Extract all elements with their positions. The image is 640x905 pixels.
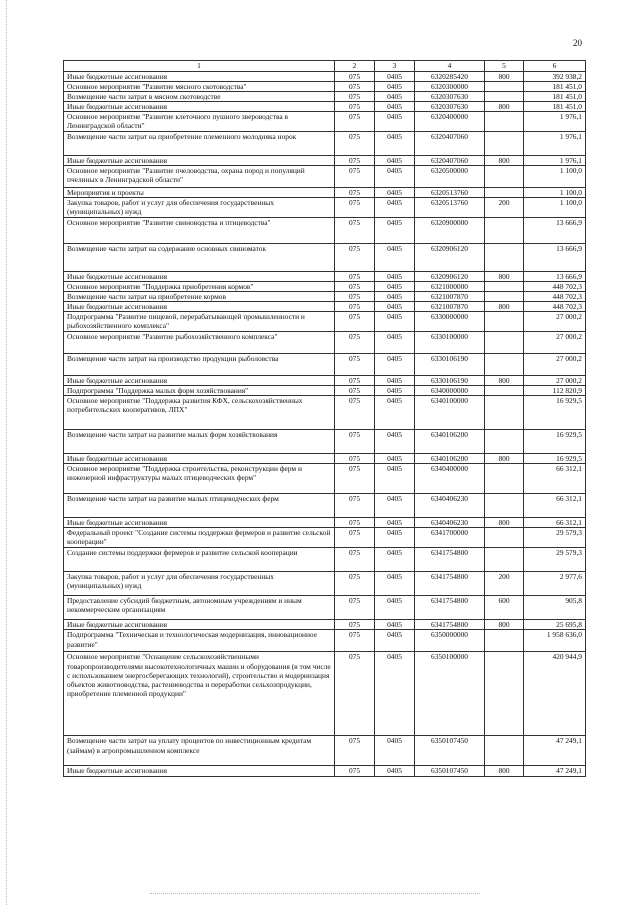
cell-name: Иные бюджетные ассигнования bbox=[64, 156, 335, 166]
cell-c2: 075 bbox=[335, 188, 375, 198]
cell-c6: 420 944,9 bbox=[524, 652, 586, 736]
cell-c6: 112 820,9 bbox=[524, 386, 586, 396]
cell-c2: 075 bbox=[335, 92, 375, 102]
cell-c3: 0405 bbox=[375, 494, 415, 518]
cell-c5 bbox=[485, 112, 524, 132]
cell-c5: 800 bbox=[485, 302, 524, 312]
table-row bbox=[64, 518, 586, 528]
cell-c4: 6341754800 bbox=[415, 572, 485, 596]
table-row bbox=[64, 272, 586, 282]
cell-name: Иные бюджетные ассигнования bbox=[64, 102, 335, 112]
cell-c5 bbox=[485, 92, 524, 102]
cell-c4: 6320407060 bbox=[415, 156, 485, 166]
cell-c3: 0405 bbox=[375, 92, 415, 102]
cell-c4: 6330100000 bbox=[415, 332, 485, 354]
cell-c5 bbox=[485, 188, 524, 198]
cell-c6: 27 000,2 bbox=[524, 332, 586, 354]
table-row bbox=[64, 282, 586, 292]
table-row bbox=[64, 218, 586, 244]
cell-c3: 0405 bbox=[375, 312, 415, 332]
cell-c3: 0405 bbox=[375, 72, 415, 82]
cell-c2: 075 bbox=[335, 454, 375, 464]
table-row bbox=[64, 396, 586, 430]
cell-name: Возмещение части затрат на приобретение племенного молодняка норок bbox=[64, 132, 335, 156]
cell-c6: 25 695,8 bbox=[524, 620, 586, 630]
table-row bbox=[64, 312, 586, 332]
cell-c5 bbox=[485, 464, 524, 494]
cell-c3: 0405 bbox=[375, 112, 415, 132]
cell-c3: 0405 bbox=[375, 198, 415, 218]
cell-c6: 16 929,5 bbox=[524, 454, 586, 464]
table-row bbox=[64, 430, 586, 454]
table-row bbox=[64, 292, 586, 302]
scan-footer-line bbox=[150, 893, 480, 895]
cell-c2: 075 bbox=[335, 354, 375, 376]
cell-c5 bbox=[485, 244, 524, 272]
cell-c2: 075 bbox=[335, 244, 375, 272]
cell-c4: 6320285420 bbox=[415, 72, 485, 82]
cell-name: Создание системы поддержки фермеров и развитие сельской кооперации bbox=[64, 548, 335, 572]
cell-c5: 800 bbox=[485, 454, 524, 464]
table-row bbox=[64, 454, 586, 464]
cell-c2: 075 bbox=[335, 596, 375, 620]
cell-c5 bbox=[485, 386, 524, 396]
cell-name: Иные бюджетные ассигнования bbox=[64, 272, 335, 282]
cell-c3: 0405 bbox=[375, 354, 415, 376]
cell-c4: 6340400000 bbox=[415, 464, 485, 494]
cell-c3: 0405 bbox=[375, 430, 415, 454]
cell-c5: 800 bbox=[485, 272, 524, 282]
cell-c3: 0405 bbox=[375, 332, 415, 354]
cell-name: Иные бюджетные ассигнования bbox=[64, 376, 335, 386]
table-header-row bbox=[64, 61, 586, 72]
cell-c6: 27 000,2 bbox=[524, 376, 586, 386]
cell-c3: 0405 bbox=[375, 454, 415, 464]
cell-c4: 6340406230 bbox=[415, 518, 485, 528]
cell-c2: 075 bbox=[335, 548, 375, 572]
cell-name: Возмещение части затрат на производство продукции рыболовства bbox=[64, 354, 335, 376]
cell-c2: 075 bbox=[335, 82, 375, 92]
cell-c3: 0405 bbox=[375, 396, 415, 430]
cell-c2: 075 bbox=[335, 518, 375, 528]
cell-c6: 16 929,5 bbox=[524, 430, 586, 454]
cell-c6: 905,8 bbox=[524, 596, 586, 620]
table-row bbox=[64, 92, 586, 102]
cell-c6: 66 312,1 bbox=[524, 464, 586, 494]
cell-c5 bbox=[485, 354, 524, 376]
cell-c5: 800 bbox=[485, 766, 524, 776]
cell-c6: 47 249,1 bbox=[524, 766, 586, 776]
cell-name: Мероприятия и проекты bbox=[64, 188, 335, 198]
cell-c2: 075 bbox=[335, 620, 375, 630]
cell-c4: 6330000000 bbox=[415, 312, 485, 332]
cell-c4: 6320513760 bbox=[415, 198, 485, 218]
table-row bbox=[64, 332, 586, 354]
table-row bbox=[64, 596, 586, 620]
cell-c4: 6320906120 bbox=[415, 244, 485, 272]
cell-c6: 448 702,3 bbox=[524, 282, 586, 292]
cell-c6: 13 666,9 bbox=[524, 272, 586, 282]
cell-c2: 075 bbox=[335, 132, 375, 156]
cell-c5: 800 bbox=[485, 376, 524, 386]
cell-c5 bbox=[485, 630, 524, 652]
cell-name: Возмещение части затрат на развитие малых птицеводческих ферм bbox=[64, 494, 335, 518]
cell-c3: 0405 bbox=[375, 156, 415, 166]
cell-c4: 6320500000 bbox=[415, 166, 485, 188]
cell-name: Подпрограмма "Техническая и технологическая модернизация, инновационное развитие" bbox=[64, 630, 335, 652]
cell-c6: 1 976,1 bbox=[524, 112, 586, 132]
cell-c4: 6320900000 bbox=[415, 218, 485, 244]
cell-name: Возмещение части затрат на уплату процентов по инвестиционным кредитам (займам) в агропромышленном комплексе bbox=[64, 736, 335, 766]
cell-c5 bbox=[485, 332, 524, 354]
table-row bbox=[64, 102, 586, 112]
cell-c4: 6321007870 bbox=[415, 292, 485, 302]
cell-c6: 2 977,6 bbox=[524, 572, 586, 596]
cell-c4: 6350100000 bbox=[415, 652, 485, 736]
cell-c6: 27 000,2 bbox=[524, 354, 586, 376]
table-body bbox=[64, 72, 586, 777]
cell-name: Возмещение части затрат на содержание основных свиноматок bbox=[64, 244, 335, 272]
header-cell: 2 bbox=[335, 61, 375, 72]
table-row bbox=[64, 572, 586, 596]
cell-c2: 075 bbox=[335, 736, 375, 766]
cell-c5: 200 bbox=[485, 572, 524, 596]
cell-c4: 6330106190 bbox=[415, 376, 485, 386]
cell-c2: 075 bbox=[335, 332, 375, 354]
cell-c3: 0405 bbox=[375, 386, 415, 396]
cell-name: Закупка товаров, работ и услуг для обеспечения государственных (муниципальных) нужд bbox=[64, 198, 335, 218]
cell-c6: 392 938,2 bbox=[524, 72, 586, 82]
cell-name: Основное мероприятие "Развитие мясного скотоводства" bbox=[64, 82, 335, 92]
cell-c5 bbox=[485, 528, 524, 548]
cell-c5 bbox=[485, 82, 524, 92]
cell-c6: 448 702,3 bbox=[524, 302, 586, 312]
header-cell: 5 bbox=[485, 61, 524, 72]
cell-c3: 0405 bbox=[375, 736, 415, 766]
table-row bbox=[64, 620, 586, 630]
cell-c4: 6340000000 bbox=[415, 386, 485, 396]
cell-name: Предоставление субсидий бюджетным, автономным учреждениям и иным некоммерческим организациям bbox=[64, 596, 335, 620]
table-row bbox=[64, 188, 586, 198]
cell-name: Основное мероприятие "Развитие пчеловодства, охрана пород и популяций пчелиных в Ленинградской области" bbox=[64, 166, 335, 188]
cell-c4: 6350000000 bbox=[415, 630, 485, 652]
cell-c3: 0405 bbox=[375, 166, 415, 188]
cell-c4: 6340106200 bbox=[415, 454, 485, 464]
cell-c5: 800 bbox=[485, 102, 524, 112]
cell-c6: 1 976,1 bbox=[524, 156, 586, 166]
cell-c2: 075 bbox=[335, 272, 375, 282]
cell-c6: 448 702,3 bbox=[524, 292, 586, 302]
table-row bbox=[64, 198, 586, 218]
cell-c4: 6320906120 bbox=[415, 272, 485, 282]
cell-c3: 0405 bbox=[375, 244, 415, 272]
cell-name: Основное мероприятие "Развитие рыбохозяйственного комплекса" bbox=[64, 332, 335, 354]
cell-c6: 13 666,9 bbox=[524, 218, 586, 244]
cell-c5 bbox=[485, 396, 524, 430]
cell-c2: 075 bbox=[335, 198, 375, 218]
cell-c2: 075 bbox=[335, 102, 375, 112]
cell-c6: 13 666,9 bbox=[524, 244, 586, 272]
cell-c2: 075 bbox=[335, 630, 375, 652]
cell-c5: 600 bbox=[485, 596, 524, 620]
cell-c6: 1 100,0 bbox=[524, 198, 586, 218]
table-row bbox=[64, 494, 586, 518]
cell-name: Иные бюджетные ассигнования bbox=[64, 72, 335, 82]
table-row bbox=[64, 354, 586, 376]
cell-c4: 6341700000 bbox=[415, 528, 485, 548]
cell-c3: 0405 bbox=[375, 528, 415, 548]
table-row bbox=[64, 766, 586, 776]
cell-c2: 075 bbox=[335, 572, 375, 596]
table-row bbox=[64, 112, 586, 132]
table-row bbox=[64, 132, 586, 156]
table-row bbox=[64, 736, 586, 766]
cell-c4: 6350107450 bbox=[415, 736, 485, 766]
table-row bbox=[64, 244, 586, 272]
cell-c6: 29 579,3 bbox=[524, 548, 586, 572]
cell-name: Основное мероприятие "Оснащение сельскохозяйственными товаропроизводителями высокотехнологичных машин и оборудования (в том числе с использованием энергосберегающих технологий), строительство и модернизация объектов животноводства, растениеводства и переработки сельхозпродукции, приобретение племенной продукции" bbox=[64, 652, 335, 736]
cell-c4: 6321007870 bbox=[415, 302, 485, 312]
cell-c6: 181 451,0 bbox=[524, 92, 586, 102]
cell-c3: 0405 bbox=[375, 620, 415, 630]
cell-c3: 0405 bbox=[375, 596, 415, 620]
cell-c4: 6320513760 bbox=[415, 188, 485, 198]
cell-c2: 075 bbox=[335, 292, 375, 302]
table-row bbox=[64, 376, 586, 386]
cell-c4: 6341754800 bbox=[415, 620, 485, 630]
cell-c4: 6340106200 bbox=[415, 430, 485, 454]
cell-c2: 075 bbox=[335, 112, 375, 132]
cell-c2: 075 bbox=[335, 218, 375, 244]
cell-name: Подпрограмма "Поддержка малых форм хозяйствования" bbox=[64, 386, 335, 396]
cell-name: Иные бюджетные ассигнования bbox=[64, 518, 335, 528]
budget-table bbox=[63, 60, 586, 777]
cell-c2: 075 bbox=[335, 766, 375, 776]
cell-name: Возмещение части затрат на развитие малых форм хозяйствования bbox=[64, 430, 335, 454]
cell-name: Возмещение части затрат в мясном скотоводстве bbox=[64, 92, 335, 102]
cell-c3: 0405 bbox=[375, 652, 415, 736]
cell-c5 bbox=[485, 292, 524, 302]
cell-c4: 6330106190 bbox=[415, 354, 485, 376]
cell-c2: 075 bbox=[335, 312, 375, 332]
table-row bbox=[64, 302, 586, 312]
cell-c5 bbox=[485, 430, 524, 454]
cell-c3: 0405 bbox=[375, 272, 415, 282]
cell-c5 bbox=[485, 736, 524, 766]
cell-c6: 1 100,0 bbox=[524, 188, 586, 198]
cell-c3: 0405 bbox=[375, 518, 415, 528]
cell-name: Федеральный проект "Создание системы поддержки фермеров и развитие сельской кооперации" bbox=[64, 528, 335, 548]
cell-c4: 6340406230 bbox=[415, 494, 485, 518]
cell-c4: 6320407060 bbox=[415, 132, 485, 156]
cell-c2: 075 bbox=[335, 652, 375, 736]
cell-c3: 0405 bbox=[375, 766, 415, 776]
cell-c3: 0405 bbox=[375, 572, 415, 596]
cell-c6: 29 579,3 bbox=[524, 528, 586, 548]
cell-c5 bbox=[485, 132, 524, 156]
cell-c6: 1 958 636,0 bbox=[524, 630, 586, 652]
header-cell: 6 bbox=[524, 61, 586, 72]
cell-c3: 0405 bbox=[375, 82, 415, 92]
cell-c3: 0405 bbox=[375, 292, 415, 302]
cell-c6: 1 976,1 bbox=[524, 132, 586, 156]
table-row bbox=[64, 72, 586, 82]
cell-c3: 0405 bbox=[375, 464, 415, 494]
cell-c2: 075 bbox=[335, 430, 375, 454]
cell-c5 bbox=[485, 548, 524, 572]
cell-name: Основное мероприятие "Развитие свиноводства и птицеводства" bbox=[64, 218, 335, 244]
cell-c4: 6340100000 bbox=[415, 396, 485, 430]
cell-name: Основное мероприятие "Развитие клеточного пушного звероводства в Ленинградской области" bbox=[64, 112, 335, 132]
header-cell: 1 bbox=[64, 61, 335, 72]
table-row bbox=[64, 82, 586, 92]
table-row bbox=[64, 166, 586, 188]
cell-c6: 181 451,0 bbox=[524, 102, 586, 112]
cell-c6: 181 451,0 bbox=[524, 82, 586, 92]
table-row bbox=[64, 386, 586, 396]
table-row bbox=[64, 464, 586, 494]
cell-c5: 800 bbox=[485, 620, 524, 630]
table-row bbox=[64, 630, 586, 652]
cell-c2: 075 bbox=[335, 528, 375, 548]
cell-c5 bbox=[485, 312, 524, 332]
cell-name: Иные бюджетные ассигнования bbox=[64, 454, 335, 464]
cell-c6: 1 100,0 bbox=[524, 166, 586, 188]
cell-c6: 47 249,1 bbox=[524, 736, 586, 766]
cell-c2: 075 bbox=[335, 72, 375, 82]
cell-c3: 0405 bbox=[375, 188, 415, 198]
cell-c4: 6321000000 bbox=[415, 282, 485, 292]
cell-c3: 0405 bbox=[375, 102, 415, 112]
header-cell: 4 bbox=[415, 61, 485, 72]
cell-c3: 0405 bbox=[375, 630, 415, 652]
cell-c6: 16 929,5 bbox=[524, 396, 586, 430]
table-row bbox=[64, 156, 586, 166]
cell-c4: 6341754800 bbox=[415, 548, 485, 572]
cell-c5 bbox=[485, 282, 524, 292]
cell-c2: 075 bbox=[335, 376, 375, 386]
cell-c3: 0405 bbox=[375, 132, 415, 156]
page-number: 20 bbox=[573, 38, 582, 48]
cell-c3: 0405 bbox=[375, 376, 415, 386]
cell-c2: 075 bbox=[335, 302, 375, 312]
cell-name: Основное мероприятие "Поддержка строительства, реконструкции ферм и инженерной инфраструктуры малых птицеводческих ферм" bbox=[64, 464, 335, 494]
cell-c2: 075 bbox=[335, 166, 375, 188]
cell-name: Подпрограмма "Развитие пищевой, перерабатывающей промышленности и рыбохозяйственного комплекса" bbox=[64, 312, 335, 332]
cell-c2: 075 bbox=[335, 156, 375, 166]
cell-c5: 200 bbox=[485, 198, 524, 218]
cell-c5: 800 bbox=[485, 156, 524, 166]
cell-c4: 6320400000 bbox=[415, 112, 485, 132]
cell-c4: 6341754800 bbox=[415, 596, 485, 620]
cell-c6: 66 312,1 bbox=[524, 494, 586, 518]
cell-c5 bbox=[485, 166, 524, 188]
cell-c2: 075 bbox=[335, 282, 375, 292]
cell-c4: 6320307630 bbox=[415, 92, 485, 102]
cell-name: Иные бюджетные ассигнования bbox=[64, 766, 335, 776]
cell-name: Основное мероприятие "Поддержка приобретения кормов" bbox=[64, 282, 335, 292]
cell-c3: 0405 bbox=[375, 282, 415, 292]
cell-c3: 0405 bbox=[375, 218, 415, 244]
cell-c3: 0405 bbox=[375, 548, 415, 572]
cell-name: Иные бюджетные ассигнования bbox=[64, 302, 335, 312]
table-row bbox=[64, 548, 586, 572]
cell-c2: 075 bbox=[335, 386, 375, 396]
cell-c3: 0405 bbox=[375, 302, 415, 312]
cell-name: Возмещение части затрат на приобретение кормов bbox=[64, 292, 335, 302]
cell-c2: 075 bbox=[335, 494, 375, 518]
header-cell: 3 bbox=[375, 61, 415, 72]
cell-name: Иные бюджетные ассигнования bbox=[64, 620, 335, 630]
cell-c4: 6320300000 bbox=[415, 82, 485, 92]
cell-c2: 075 bbox=[335, 396, 375, 430]
cell-name: Основное мероприятие "Поддержка развития КФХ, сельскохозяйственных потребительских кооперативов, ЛПХ" bbox=[64, 396, 335, 430]
cell-c6: 66 312,1 bbox=[524, 518, 586, 528]
cell-c6: 27 000,2 bbox=[524, 312, 586, 332]
cell-c5 bbox=[485, 494, 524, 518]
cell-c5 bbox=[485, 218, 524, 244]
cell-c5 bbox=[485, 652, 524, 736]
cell-c4: 6320307630 bbox=[415, 102, 485, 112]
table-row bbox=[64, 652, 586, 736]
cell-c5: 800 bbox=[485, 72, 524, 82]
cell-c5: 800 bbox=[485, 518, 524, 528]
table-row bbox=[64, 528, 586, 548]
cell-c2: 075 bbox=[335, 464, 375, 494]
cell-name: Закупка товаров, работ и услуг для обеспечения государственных (муниципальных) нужд bbox=[64, 572, 335, 596]
scan-margin bbox=[0, 0, 7, 905]
cell-c4: 6350107450 bbox=[415, 766, 485, 776]
